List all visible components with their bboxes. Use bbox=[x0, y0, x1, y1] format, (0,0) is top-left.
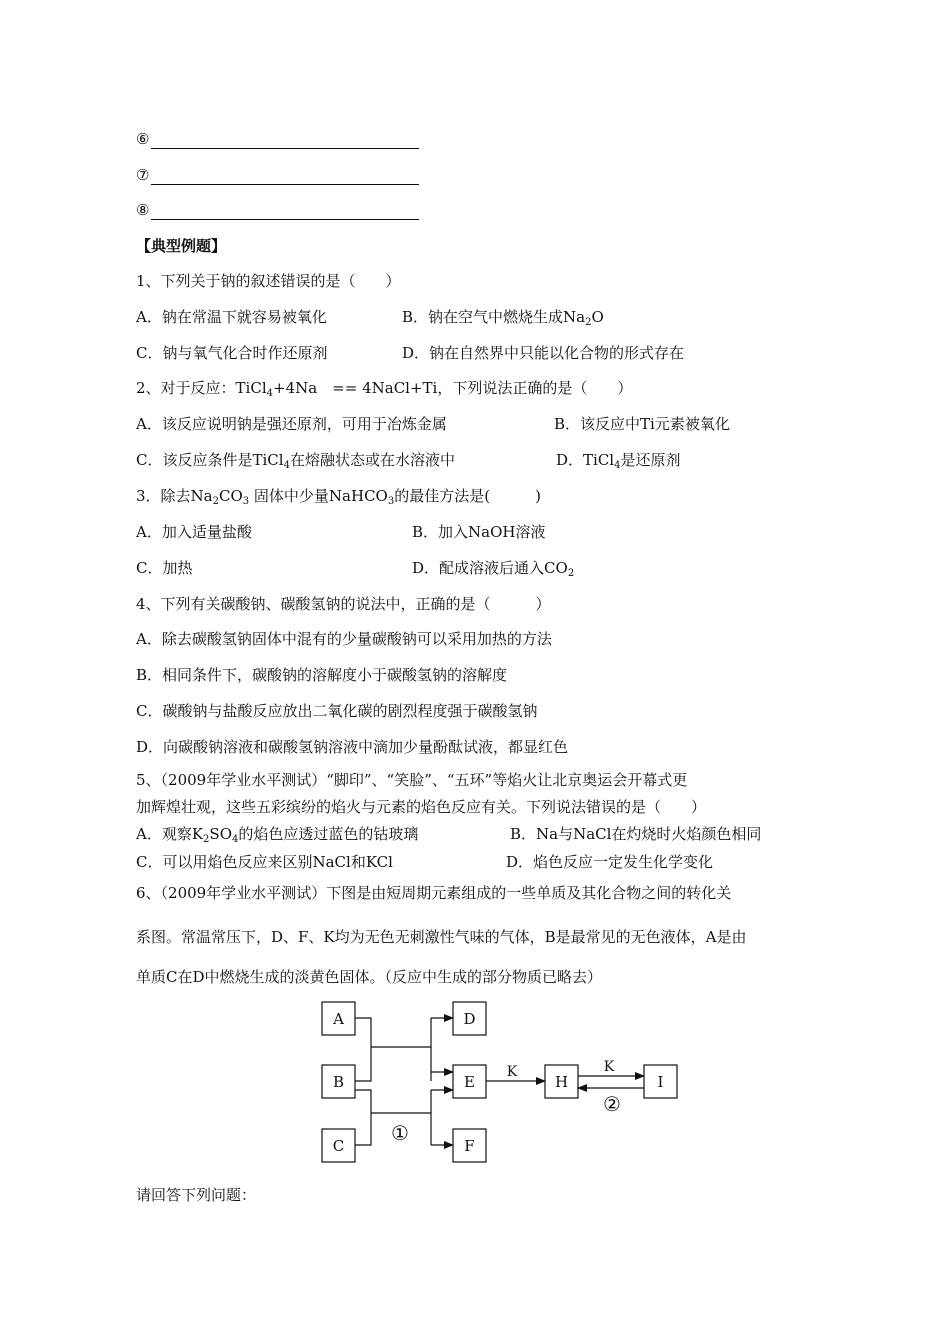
q2-option-c: C．该反应条件是TiCl$_4$在熔融状态或在水溶液中 bbox=[136, 451, 455, 471]
node-label-e: E bbox=[464, 1073, 475, 1091]
q3-option-d: D．配成溶液后通入$CO_2$ bbox=[412, 559, 575, 579]
q4-option-c: C．碳酸钠与盐酸反应放出二氧化碳的剧烈程度强于碳酸氢钠 bbox=[136, 702, 538, 720]
q1-option-a: A．钠在常温下就容易被氧化 bbox=[136, 308, 327, 326]
q6-stem-line1: 6、（2009年学业水平测试）下图是由短周期元素组成的一些单质及其化合物之间的转化关 bbox=[136, 884, 732, 902]
node-label-c: C bbox=[332, 1137, 345, 1155]
q4-option-d: D．向碳酸钠溶液和碳酸氢钠溶液中滴加少量酚酞试液，都显红色 bbox=[136, 738, 569, 756]
q5-option-a: A．观察$K_2SO_4$的焰色应透过蓝色的钴玻璃 bbox=[136, 825, 419, 845]
edge-label-k-e-h: K bbox=[506, 1064, 518, 1080]
q5-option-d: D．焰色反应一定发生化学变化 bbox=[506, 853, 714, 871]
blank-marker: ⑦ bbox=[136, 166, 150, 184]
q5-option-c: C．可以用焰色反应来区别NaCl和KCl bbox=[136, 853, 393, 871]
edge-label-reaction-1: ① bbox=[391, 1121, 409, 1145]
q4-option-b: B．相同条件下，碳酸钠的溶解度小于碳酸氢钠的溶解度 bbox=[136, 666, 508, 684]
node-label-f: F bbox=[464, 1137, 475, 1155]
q2-option-d: D．TiCl$_4$是还原剂 bbox=[556, 451, 681, 471]
node-label-b: B bbox=[332, 1073, 345, 1091]
q3-option-b: B．加入NaOH溶液 bbox=[412, 523, 546, 541]
blank-marker: ⑧ bbox=[136, 201, 150, 219]
q4-option-a: A．除去碳酸氢钠固体中混有的少量碳酸钠可以采用加热的方法 bbox=[136, 630, 552, 648]
node-label-d: D bbox=[463, 1010, 476, 1028]
q2-stem: 2、对于反应：TiCl$_4$+4Na == 4NaCl+Ti，下列说法正确的是（ ） bbox=[136, 379, 633, 399]
q5-stem-line1: 5、（2009年学业水平测试）“脚印”、“笑脸”、“五环”等焰火让北京奥运会开幕式更 bbox=[136, 771, 688, 789]
q2-option-a: A．该反应说明钠是强还原剂，可用于冶炼金属 bbox=[136, 415, 447, 433]
q5-stem-line2: 加辉煌壮观，这些五彩缤纷的焰火与元素的焰色反应有关。下列说法错误的是（ ） bbox=[136, 798, 707, 816]
q6-stem-line3: 单质C在D中燃烧生成的淡黄色固体。（反应中生成的部分物质已略去） bbox=[136, 968, 603, 986]
q3-option-c: C．加热 bbox=[136, 559, 193, 577]
edge-label-reaction-2: ② bbox=[603, 1092, 621, 1116]
node-label-h: H bbox=[554, 1073, 569, 1091]
q2-option-b: B．该反应中Ti元素被氧化 bbox=[554, 415, 730, 433]
q6-stem-line2: 系图。常温常压下，D、F、K均为无色无刺激性气味的气体，B是最常见的无色液体，A是由 bbox=[136, 928, 747, 946]
edge-label-k-h-i: K bbox=[603, 1059, 615, 1075]
q1-option-c: C．钠与氧气化合时作还原剂 bbox=[136, 344, 328, 362]
closing-prompt: 请回答下列问题： bbox=[136, 1186, 257, 1204]
q5-option-b: B．Na与NaCl在灼烧时火焰颜色相同 bbox=[510, 825, 762, 843]
q1-option-d: D．钠在自然界中只能以化合物的形式存在 bbox=[402, 344, 685, 362]
q3-option-a: A．加入适量盐酸 bbox=[136, 523, 252, 541]
section-title: 【典型例题】 bbox=[136, 237, 227, 255]
node-label-a: A bbox=[333, 1010, 344, 1028]
q1-option-b: B．钠在空气中燃烧生成$Na_2O$ bbox=[402, 308, 604, 328]
q1-stem: 1、下列关于钠的叙述错误的是（ ） bbox=[136, 272, 401, 290]
connector-a-b bbox=[355, 1018, 371, 1081]
connector-b-c bbox=[355, 1090, 371, 1145]
node-label-i: I bbox=[657, 1073, 664, 1091]
q3-stem: 3．除去$Na_2CO_3$ 固体中少量NaHCO$_3$的最佳方法是( ) bbox=[136, 487, 541, 507]
q4-stem: 4、下列有关碳酸钠、碳酸氢钠的说法中，正确的是（ ） bbox=[136, 595, 551, 613]
blank-marker: ⑥ bbox=[136, 130, 150, 148]
